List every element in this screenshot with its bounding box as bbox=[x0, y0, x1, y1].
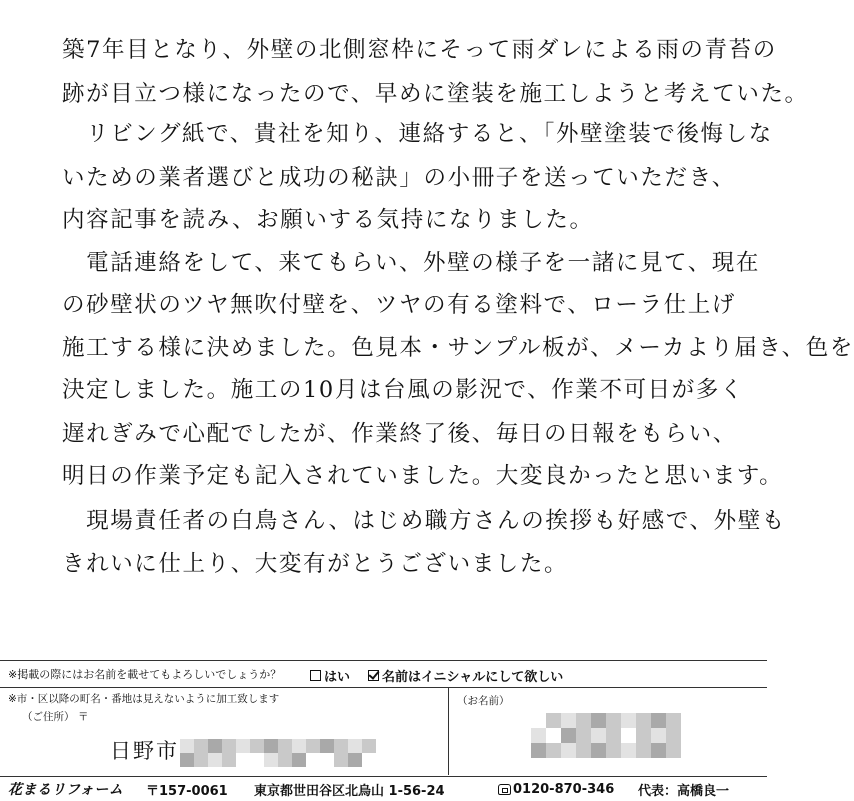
postal-mark: 〒 bbox=[78, 711, 89, 723]
address-box bbox=[0, 687, 449, 775]
mosaic-cell bbox=[278, 739, 292, 753]
company-footer bbox=[0, 776, 767, 801]
mosaic-cell bbox=[576, 728, 591, 743]
mosaic-cell bbox=[222, 739, 236, 753]
letter-line: リビング紙で、貴社を知り、連絡すると、「外壁塗装で後悔しな bbox=[62, 121, 773, 147]
option-yes[interactable] bbox=[310, 666, 350, 685]
address-privacy-note: ※市・区以降の町名・番地は見えないように加工致します bbox=[8, 693, 280, 705]
mosaic-cell bbox=[666, 743, 681, 758]
mosaic-cell bbox=[180, 739, 194, 753]
mosaic-cell bbox=[591, 713, 606, 728]
mosaic-cell bbox=[334, 739, 348, 753]
mosaic-cell bbox=[334, 753, 348, 767]
mosaic-cell bbox=[362, 739, 376, 753]
footer-postal-code: 〒157-0061 bbox=[146, 783, 228, 799]
mosaic-cell bbox=[194, 753, 208, 767]
mosaic-cell bbox=[636, 728, 651, 743]
mosaic-cell bbox=[208, 753, 222, 767]
mosaic-cell bbox=[651, 713, 666, 728]
letter-line: きれいに仕上り、大変有がとうございました。 bbox=[62, 551, 569, 577]
mosaic-cell bbox=[621, 728, 636, 743]
letter-line: 築7年目となり、外壁の北側窓枠にそって雨ダレによる雨の青苔の bbox=[62, 37, 777, 63]
checkbox-checked-icon[interactable] bbox=[368, 670, 379, 681]
checkbox-empty-icon[interactable] bbox=[310, 670, 321, 681]
mosaic-cell bbox=[636, 743, 651, 758]
letter-line: 現場責任者の白鳥さん、はじめ職方さんの挨拶も好感で、外壁も bbox=[62, 508, 786, 534]
address-label: （ご住所） bbox=[22, 711, 75, 723]
mosaic-cell bbox=[292, 739, 306, 753]
footer-phone bbox=[498, 782, 638, 797]
mosaic-cell bbox=[306, 739, 320, 753]
mosaic-cell bbox=[180, 753, 194, 767]
mosaic-cell bbox=[236, 739, 250, 753]
footer-phone-number: 0120-870-346 bbox=[513, 781, 615, 797]
mosaic-cell bbox=[292, 753, 306, 767]
mosaic-cell bbox=[591, 728, 606, 743]
address-city: 日野市 bbox=[110, 739, 179, 763]
letter-line: 内容記事を読み、お願いする気持になりました。 bbox=[62, 207, 594, 233]
letter-line: 跡が目立つ様になったので、早めに塗装を施工しようと考えていた。 bbox=[62, 81, 809, 107]
mosaic-cell bbox=[531, 713, 546, 728]
option-yes-label: はい bbox=[324, 670, 351, 685]
company-logo: 花まるリフォーム bbox=[8, 782, 124, 798]
mosaic-cell bbox=[250, 739, 264, 753]
mosaic-cell bbox=[236, 753, 250, 767]
mosaic-cell bbox=[546, 743, 561, 758]
mosaic-cell bbox=[306, 753, 320, 767]
mosaic-cell bbox=[576, 743, 591, 758]
letter-line: 施工する様に決めました。色見本・サンプル板が、メーカより届き、色を bbox=[62, 335, 854, 361]
letter-line: 電話連絡をして、来てもらい、外壁の様子を一諸に見て、現在 bbox=[62, 250, 761, 276]
option-initials-label: 名前はイニシャルにして欲しい bbox=[382, 670, 564, 685]
footer-address: 東京都世田谷区北烏山 1-56-24 bbox=[254, 783, 445, 799]
mosaic-cell bbox=[546, 713, 561, 728]
mosaic-cell bbox=[606, 743, 621, 758]
mosaic-cell bbox=[606, 728, 621, 743]
mosaic-cell bbox=[621, 713, 636, 728]
mosaic-cell bbox=[606, 713, 621, 728]
mosaic-cell bbox=[264, 753, 278, 767]
mosaic-cell bbox=[651, 743, 666, 758]
mosaic-cell bbox=[531, 728, 546, 743]
mosaic-cell bbox=[561, 743, 576, 758]
mosaic-cell bbox=[591, 743, 606, 758]
mosaic-cell bbox=[666, 728, 681, 743]
mosaic-cell bbox=[636, 713, 651, 728]
mosaic-cell bbox=[348, 739, 362, 753]
mosaic-cell bbox=[666, 713, 681, 728]
letter-line: 遅れぎみで心配でしたが、作業終了後、毎日の日報をもらい、 bbox=[62, 421, 737, 447]
mosaic-cell bbox=[194, 739, 208, 753]
name-mosaic-redaction bbox=[531, 713, 681, 758]
letter-line: 明日の作業予定も記入されていました。大変良かったと思います。 bbox=[62, 463, 784, 489]
mosaic-cell bbox=[561, 713, 576, 728]
letter-line: の砂壁状のツヤ無吹付壁を、ツヤの有る塗料で、ローラ仕上げ bbox=[62, 292, 736, 318]
mosaic-cell bbox=[250, 753, 264, 767]
phone-icon bbox=[498, 784, 511, 795]
mosaic-cell bbox=[222, 753, 236, 767]
name-label: （お名前） bbox=[457, 695, 510, 707]
name-box bbox=[449, 687, 767, 775]
mosaic-cell bbox=[561, 728, 576, 743]
mosaic-cell bbox=[546, 728, 561, 743]
mosaic-cell bbox=[348, 753, 362, 767]
consent-question: ※掲載の際にはお名前を載せてもよろしいでしょうか？ bbox=[8, 668, 282, 681]
publication-consent-row bbox=[0, 660, 767, 688]
mosaic-cell bbox=[320, 739, 334, 753]
mosaic-cell bbox=[576, 713, 591, 728]
letter-line: 決定しました。施工の10月は台風の影況で、作業不可日が多く bbox=[62, 377, 745, 403]
mosaic-cell bbox=[531, 743, 546, 758]
mosaic-cell bbox=[278, 753, 292, 767]
mosaic-cell bbox=[362, 753, 376, 767]
letter-line: いための業者選びと成功の秘訣」の小冊子を送っていただき、 bbox=[62, 165, 736, 191]
footer-representative: 代表：高橋良一 bbox=[638, 783, 730, 799]
address-mosaic-redaction bbox=[180, 739, 376, 767]
mosaic-cell bbox=[621, 743, 636, 758]
mosaic-cell bbox=[651, 728, 666, 743]
mosaic-cell bbox=[264, 739, 278, 753]
option-initials[interactable] bbox=[368, 666, 563, 685]
mosaic-cell bbox=[208, 739, 222, 753]
mosaic-cell bbox=[320, 753, 334, 767]
